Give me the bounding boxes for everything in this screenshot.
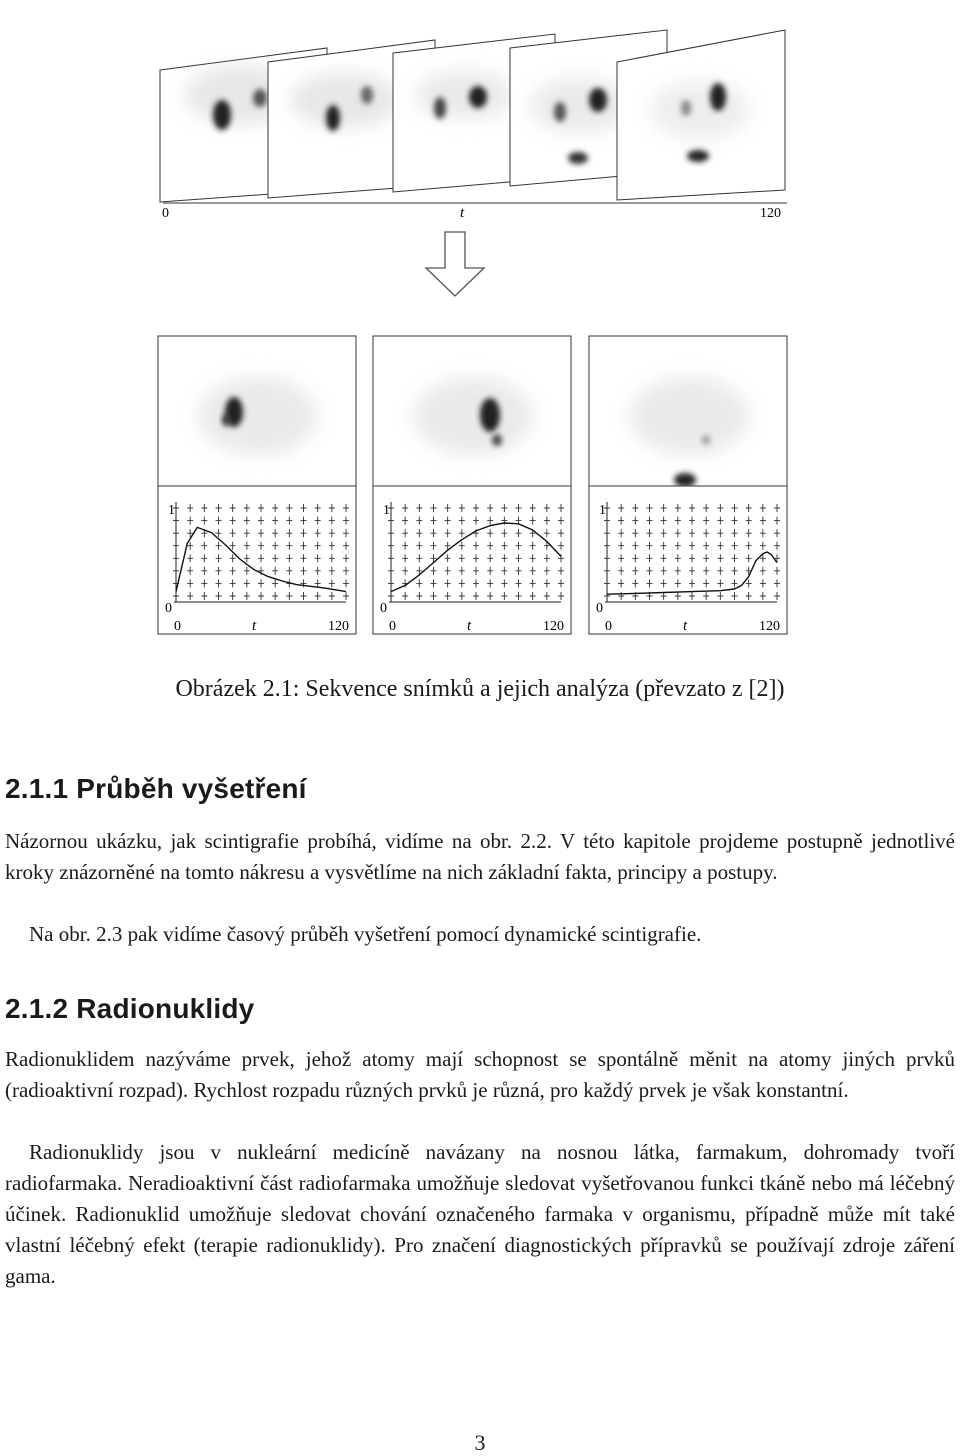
hollow-down-arrow-icon xyxy=(426,232,484,296)
analysis-panel-2 xyxy=(373,336,571,634)
scan-hotspot xyxy=(492,434,502,446)
y-top-label: 1 xyxy=(599,503,606,518)
analysis-panel-1 xyxy=(158,336,356,634)
x-mid-label: t xyxy=(683,618,688,634)
scan-haze xyxy=(413,376,533,456)
scan-haze xyxy=(198,376,318,456)
frame-stack xyxy=(160,30,785,202)
page-number: 3 xyxy=(474,1430,486,1455)
timeline-start-label: 0 xyxy=(162,206,169,221)
timeline-mid-label: t xyxy=(460,205,465,221)
y-top-label: 1 xyxy=(383,503,390,518)
figure-caption: Obrázek 2.1: Sekvence snímků a jejich analýza (převzato z [2]) xyxy=(175,676,785,702)
x-mid-label: t xyxy=(252,618,257,634)
section-heading-prubeh: 2.1.1 Průběh vyšetření xyxy=(5,773,307,804)
analysis-panel-3 xyxy=(589,336,787,634)
x-mid-label: t xyxy=(467,618,472,634)
paragraph-prubeh-1: Názornou ukázku, jak scintigrafie probíhá, vidíme na obr. 2.2. V této kapitole projdeme postupně jednotlivé kroky znázorněné na tomto nákresu a vysvětlíme na nich základní fakta, principy a postupy. xyxy=(5,829,955,884)
x-end-label: 120 xyxy=(328,619,349,634)
x-start-label: 0 xyxy=(605,619,612,634)
scan-hotspot xyxy=(480,398,500,432)
x-end-label: 120 xyxy=(759,619,780,634)
y-bottom-label: 0 xyxy=(380,601,387,616)
paragraph-radionuklidy-1: Radionuklidem nazýváme prvek, jehož atomy mají schopnost se spontálně měnit na atomy jiných prvků (radioaktivní rozpad). Rychlost rozpadu různých prvků je různá, pro každý prvek je však konstantní. xyxy=(5,1047,955,1102)
analysis-panels xyxy=(158,336,787,634)
section-heading-radionuklidy: 2.1.2 Radionuklidy xyxy=(5,993,255,1024)
scan-haze xyxy=(629,376,749,456)
figure-scintigraphy-sequence xyxy=(0,0,960,660)
x-start-label: 0 xyxy=(174,619,181,634)
x-end-label: 120 xyxy=(543,619,564,634)
scan-hotspot xyxy=(222,414,230,426)
paragraph-prubeh-2: Na obr. 2.3 pak vidíme časový průběh vyšetření pomocí dynamické scintigrafie. xyxy=(29,922,702,946)
timeline-end-label: 120 xyxy=(760,206,781,221)
x-start-label: 0 xyxy=(389,619,396,634)
y-bottom-label: 0 xyxy=(165,601,172,616)
y-bottom-label: 0 xyxy=(596,601,603,616)
scan-hotspot xyxy=(702,435,710,445)
paragraph-radionuklidy-2: Radionuklidy jsou v nukleární medicíně navázany na nosnou látka, farmakum, dohromady tvoří radiofarmaka. Neradioaktivní část radiofarmaka umožňuje sledovat vyšetřovanou funkci tkáně nebo má léčebný účinek. Radionuklid umožňuje sledovat chování označeného farmaka v organismu, případně může mít také vlastní léčebný efekt (terapie radionuklidy). Pro značení diagnostických přípravků se používají zdroje záření gama. xyxy=(5,1140,955,1288)
scan-hotspot xyxy=(674,473,696,487)
y-top-label: 1 xyxy=(168,503,175,518)
